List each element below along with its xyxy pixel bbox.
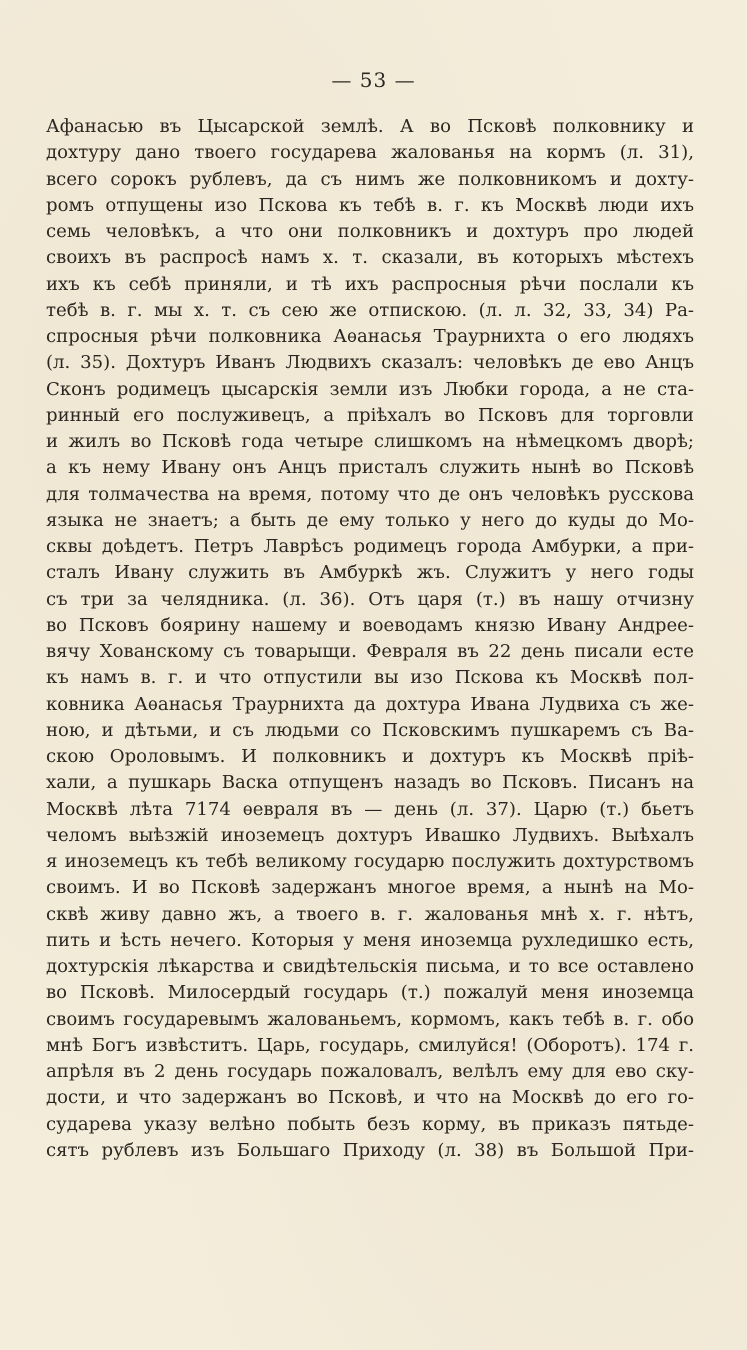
- text-line: апрѣля въ 2 день государь пожаловалъ, велѣлъ ему для ево ску-: [46, 1061, 694, 1082]
- text-line: во Псковѣ. Милосердый государь (т.) пожалуй меня иноземца: [46, 982, 694, 1004]
- text-line: тебѣ в. г. мы х. т. съ сею же отпискою. (л. л. 32, 33, 34) Ра-: [46, 299, 694, 321]
- text-line: Сконъ родимецъ цысарскія земли изъ Любки города, а не ста-: [46, 378, 694, 400]
- text-line: ною, и дѣтьми, и съ людьми со Псковскимъ пушкаремъ съ Ва-: [46, 719, 694, 741]
- text-line: челомъ выѣзжій иноземецъ дохтуръ Ивашко Лудвихъ. Выѣхалъ: [46, 824, 694, 846]
- text-line: для толмачества на время, потому что де онъ человѣкъ русскова: [46, 483, 694, 505]
- text-line: всего сорокъ рублевъ, да съ нимъ же полковникомъ и дохту-: [46, 168, 694, 190]
- text-line: я иноземецъ къ тебѣ великому государю послужить дохтурствомъ: [46, 851, 694, 872]
- body-text: [46, 114, 694, 1164]
- text-line: семь человѣкъ, а что они полковникъ и дохтуръ про людей: [46, 221, 694, 242]
- text-line: спросныя рѣчи полковника Аѳанасья Траурнихта о его людяхъ: [46, 326, 694, 347]
- text-line: своимъ государевымъ жалованьемъ, кормомъ, какъ тебѣ в. г. обо: [46, 1008, 694, 1030]
- text-line: ромъ отпущены изо Пскова къ тебѣ в. г. къ Москвѣ люди ихъ: [46, 194, 694, 216]
- text-line: ринный его послуживецъ, а пріѣхалъ во Псковъ для торговли: [46, 404, 694, 426]
- text-line: Москвѣ лѣта 7174 ѳевраля въ — день (л. 37). Царю (т.) бьетъ: [46, 798, 694, 820]
- text-line: къ намъ в. г. и что отпустили вы изо Пскова къ Москвѣ пол-: [46, 667, 694, 689]
- text-line: Афанасью въ Цысарской землѣ. А во Псковѣ полковнику и: [46, 116, 694, 137]
- text-line: дости, и что задержанъ во Псковѣ, и что на Москвѣ до его го-: [46, 1087, 694, 1109]
- text-line: во Псковъ боярину нашему и воеводамъ князю Ивану Андрее-: [46, 614, 694, 636]
- text-line: ихъ къ себѣ приняли, и тѣ ихъ распросныя рѣчи послали къ: [46, 273, 694, 295]
- text-line: скою Ороловымъ. И полковникъ и дохтуръ къ Москвѣ пріѣ-: [46, 746, 694, 767]
- text-line: сталъ Ивану служить въ Амбуркѣ жъ. Служитъ у него годы: [46, 562, 694, 584]
- text-line: пить и ѣсть нечего. Которыя у меня иноземца рухледишко есть,: [46, 929, 694, 951]
- text-line: своихъ въ распросѣ намъ х. т. сказали, въ которыхъ мѣстехъ: [46, 247, 694, 269]
- text-line: съ три за челядника. (л. 36). Отъ царя (т.) въ нашу отчизну: [46, 588, 694, 610]
- text-line: а къ нему Ивану онъ Анцъ присталъ служить нынѣ во Псковѣ: [46, 457, 694, 479]
- text-line: вячу Хованскому съ товарыщи. Февраля въ 22 день писали есте: [46, 641, 694, 662]
- text-line: сквѣ живу давно жъ, а твоего в. г. жалованья мнѣ х. г. нѣтъ,: [46, 903, 694, 925]
- text-line: ковника Аѳанасья Траурнихта да дохтура Ивана Лудвиха съ же-: [46, 693, 694, 715]
- text-line: мнѣ Богъ извѣститъ. Царь, государь, смилуйся! (Оборотъ). 174 г.: [46, 1034, 694, 1056]
- text-line: своимъ. И во Псковѣ задержанъ многое время, а нынѣ на Мо-: [46, 877, 694, 899]
- text-line: хали, а пушкарь Васка отпущенъ назадъ во Псковъ. Писанъ на: [46, 772, 694, 794]
- text-line: и жилъ во Псковѣ года четыре слишкомъ на нѣмецкомъ дворѣ;: [46, 431, 694, 452]
- text-line: сятъ рублевъ изъ Большаго Приходу (л. 38) въ Большой При-: [46, 1139, 694, 1161]
- text-line: дохтуру дано твоего государева жалованья на кормъ (л. 31),: [46, 142, 694, 164]
- text-line: (л. 35). Дохтуръ Иванъ Людвихъ сказалъ: человѣкъ де ево Анцъ: [46, 352, 694, 374]
- text-line: языка не знаетъ; а быть де ему только у него до куды до Мо-: [46, 509, 694, 531]
- text-line: сквы доѣдетъ. Петръ Лаврѣсъ родимецъ города Амбурки, а при-: [46, 536, 694, 557]
- text-line: сударева указу велѣно побыть безъ корму, въ приказъ пятьде-: [46, 1113, 694, 1135]
- page-number: — 53 —: [331, 68, 416, 92]
- text-line: дохтурскія лѣкарства и свидѣтельскія письма, и то все оставлено: [46, 956, 694, 977]
